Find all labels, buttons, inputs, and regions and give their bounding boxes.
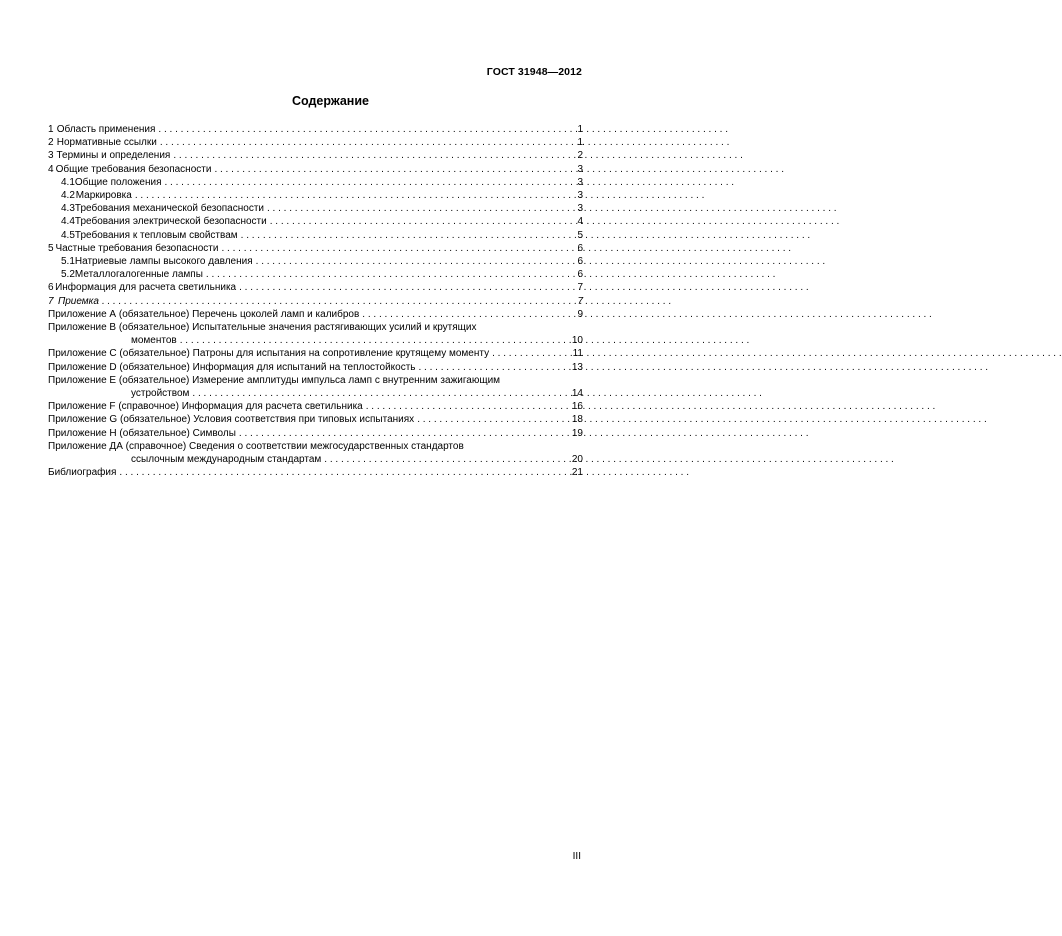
toc-entry-text: Область применения bbox=[56, 124, 156, 135]
toc-annex-entry[interactable] bbox=[48, 374, 583, 387]
toc-entry-page: 11 bbox=[572, 348, 583, 360]
toc-entry[interactable] bbox=[48, 149, 583, 162]
toc-entry-text: Натриевые лампы высокого давления bbox=[74, 256, 253, 268]
toc-entry-page: 3 bbox=[577, 176, 583, 188]
toc-entry-bibliography[interactable] bbox=[48, 466, 583, 479]
toc-entry-text: Приемка bbox=[57, 295, 99, 307]
toc-entry-number: 4.5 bbox=[61, 229, 75, 241]
toc-annex-entry[interactable] bbox=[48, 440, 583, 453]
toc-entry-text: Приложение G (обязательное) Условия соответствия при типовых испытаниях bbox=[48, 414, 415, 426]
toc-entry-text: Информация для расчета светильника bbox=[55, 282, 237, 294]
toc-leader bbox=[211, 163, 575, 176]
table-of-contents bbox=[48, 123, 583, 479]
toc-entry-page: 14 bbox=[571, 388, 583, 400]
toc-leader bbox=[177, 334, 570, 347]
toc-entry-page: 1 bbox=[577, 137, 583, 149]
toc-entry-text: моментов bbox=[131, 335, 177, 347]
toc-entry-page: 21 bbox=[571, 467, 583, 479]
toc-entry-number: 5 bbox=[48, 242, 54, 254]
toc-entry-text: Приложение А (обязательное) Перечень цоколей ламп и калибров bbox=[48, 308, 360, 320]
toc-annex-entry[interactable] bbox=[48, 413, 583, 426]
toc-entry-text: Термины и определения bbox=[56, 150, 171, 162]
toc-entry-page: 7 bbox=[577, 282, 583, 294]
toc-entry-number: 2 bbox=[48, 137, 54, 149]
toc-leader bbox=[99, 295, 576, 308]
toc-leader bbox=[236, 427, 570, 440]
toc-entry-page: 7 bbox=[577, 295, 583, 307]
toc-leader bbox=[321, 453, 570, 466]
toc-entry-text: ссылочным международным стандартам bbox=[131, 454, 322, 466]
toc-leader bbox=[416, 361, 570, 374]
toc-entry-text: Приложение D (обязательное) Информация для испытаний на теплостойкость bbox=[48, 361, 416, 373]
toc-leader bbox=[116, 466, 569, 479]
toc-entry-number: 4.4 bbox=[61, 216, 75, 228]
toc-entry-text: Общие положения bbox=[74, 176, 162, 188]
toc-entry-page: 2 bbox=[577, 150, 583, 162]
toc-entry-text: Нормативные ссылки bbox=[56, 137, 157, 149]
toc-entry[interactable] bbox=[48, 281, 583, 294]
toc-entry-text: Библиография bbox=[48, 467, 117, 479]
toc-annex-entry[interactable] bbox=[48, 321, 583, 334]
toc-annex-entry[interactable] bbox=[48, 400, 583, 413]
toc-entry-page: 20 bbox=[571, 454, 583, 466]
toc-entry[interactable] bbox=[48, 163, 583, 176]
toc-entry-page: 3 bbox=[577, 190, 583, 202]
toc-entry-number: 4.2 bbox=[61, 190, 75, 202]
toc-annex-entry[interactable] bbox=[48, 361, 583, 374]
toc-entry-number: 4 bbox=[48, 163, 54, 175]
toc-entry[interactable] bbox=[48, 176, 583, 189]
toc-entry-number: 4.1 bbox=[61, 176, 75, 188]
page-number: III bbox=[572, 851, 581, 862]
toc-entry-text: Приложение Е (обязательное) Измерение амплитуды импульса ламп с внутренним зажигающим bbox=[48, 374, 501, 386]
toc-entry-page: 3 bbox=[577, 203, 583, 215]
toc-leader bbox=[359, 308, 575, 321]
toc-entry[interactable] bbox=[48, 242, 583, 255]
toc-entry-number: 7 bbox=[48, 295, 54, 307]
toc-entry-text: Приложение С (обязательное) Патроны для испытания на сопротивление крутящему моменту bbox=[48, 348, 490, 360]
toc-entry-number: 4.3 bbox=[61, 203, 75, 215]
toc-annex-entry[interactable] bbox=[48, 347, 583, 360]
toc-entry[interactable] bbox=[48, 268, 583, 281]
toc-leader bbox=[253, 255, 576, 268]
toc-entry-text: Требования к тепловым свойствам bbox=[74, 229, 238, 241]
toc-entry-text: Приложение F (справочное) Информация для расчета светильника bbox=[48, 401, 363, 413]
toc-entry-page: 5 bbox=[577, 229, 583, 241]
toc-entry[interactable] bbox=[48, 136, 583, 149]
toc-annex-entry-continuation[interactable] bbox=[48, 453, 583, 466]
toc-leader bbox=[236, 281, 575, 294]
toc-leader bbox=[132, 189, 576, 202]
toc-leader bbox=[155, 123, 575, 136]
toc-leader bbox=[267, 215, 576, 228]
toc-entry[interactable] bbox=[48, 295, 583, 308]
toc-entry-number: 3 bbox=[48, 150, 54, 162]
toc-leader bbox=[363, 400, 570, 413]
toc-entry[interactable] bbox=[48, 123, 583, 136]
toc-entry[interactable] bbox=[48, 202, 583, 215]
toc-entry-text: Общие требования безопасности bbox=[55, 163, 212, 175]
toc-entry-page: 13 bbox=[571, 361, 583, 373]
toc-entry-page: 6 bbox=[577, 256, 583, 268]
toc-entry-text: устройством bbox=[131, 388, 190, 400]
toc-entry-text: Приложение Н (обязательное) Символы bbox=[48, 427, 236, 439]
toc-entry-page: 6 bbox=[577, 242, 583, 254]
toc-entry-text: Приложение В (обязательное) Испытательные значения растягивающих усилий и крутящих bbox=[48, 322, 477, 334]
toc-leader bbox=[157, 136, 576, 149]
toc-entry-number: 5.1 bbox=[61, 256, 75, 268]
toc-annex-entry-continuation[interactable] bbox=[48, 387, 583, 400]
toc-title: Содержание bbox=[291, 94, 369, 108]
toc-entry-page: 18 bbox=[571, 414, 583, 426]
toc-entry-page: 9 bbox=[577, 308, 583, 320]
toc-leader bbox=[414, 413, 570, 426]
toc-entry-page: 3 bbox=[577, 163, 583, 175]
toc-entry-text: Требования механической безопасности bbox=[74, 203, 264, 215]
toc-entry-page: 6 bbox=[577, 269, 583, 281]
toc-leader bbox=[238, 229, 576, 242]
toc-leader bbox=[203, 268, 576, 281]
toc-entry-text: Маркировка bbox=[75, 190, 132, 202]
toc-entry-page: 4 bbox=[577, 216, 583, 228]
toc-entry-text: Металлогалогенные лампы bbox=[74, 269, 203, 281]
toc-entry[interactable] bbox=[48, 189, 583, 202]
toc-leader bbox=[170, 149, 575, 162]
toc-entry-text: Частные требования безопасности bbox=[55, 242, 219, 254]
toc-leader bbox=[162, 176, 576, 189]
toc-entry[interactable] bbox=[48, 229, 583, 242]
toc-entry-text: Требования электрической безопасности bbox=[74, 216, 267, 228]
toc-entry-page: 10 bbox=[571, 335, 583, 347]
toc-leader bbox=[264, 202, 575, 215]
toc-entry-page: 1 bbox=[577, 124, 583, 135]
toc-annex-entry[interactable] bbox=[48, 427, 583, 440]
toc-entry-number: 1 bbox=[48, 124, 54, 135]
toc-leader bbox=[218, 242, 575, 255]
document-id: ГОСТ 31948—2012 bbox=[486, 66, 582, 78]
toc-entry-number: 5.2 bbox=[61, 269, 75, 281]
toc-entry-text: Приложение ДА (справочное) Сведения о соответствии межгосударственных стандартов bbox=[48, 440, 464, 452]
toc-annex-entry[interactable] bbox=[48, 308, 583, 321]
toc-entry-number: 6 bbox=[48, 282, 54, 294]
toc-leader bbox=[189, 387, 569, 400]
toc-leader bbox=[489, 347, 571, 360]
toc-entry[interactable] bbox=[48, 255, 583, 268]
toc-entry-page: 16 bbox=[571, 401, 583, 413]
toc-entry-page: 19 bbox=[571, 427, 583, 439]
toc-entry[interactable] bbox=[48, 215, 583, 228]
toc-annex-entry-continuation[interactable] bbox=[48, 334, 583, 347]
